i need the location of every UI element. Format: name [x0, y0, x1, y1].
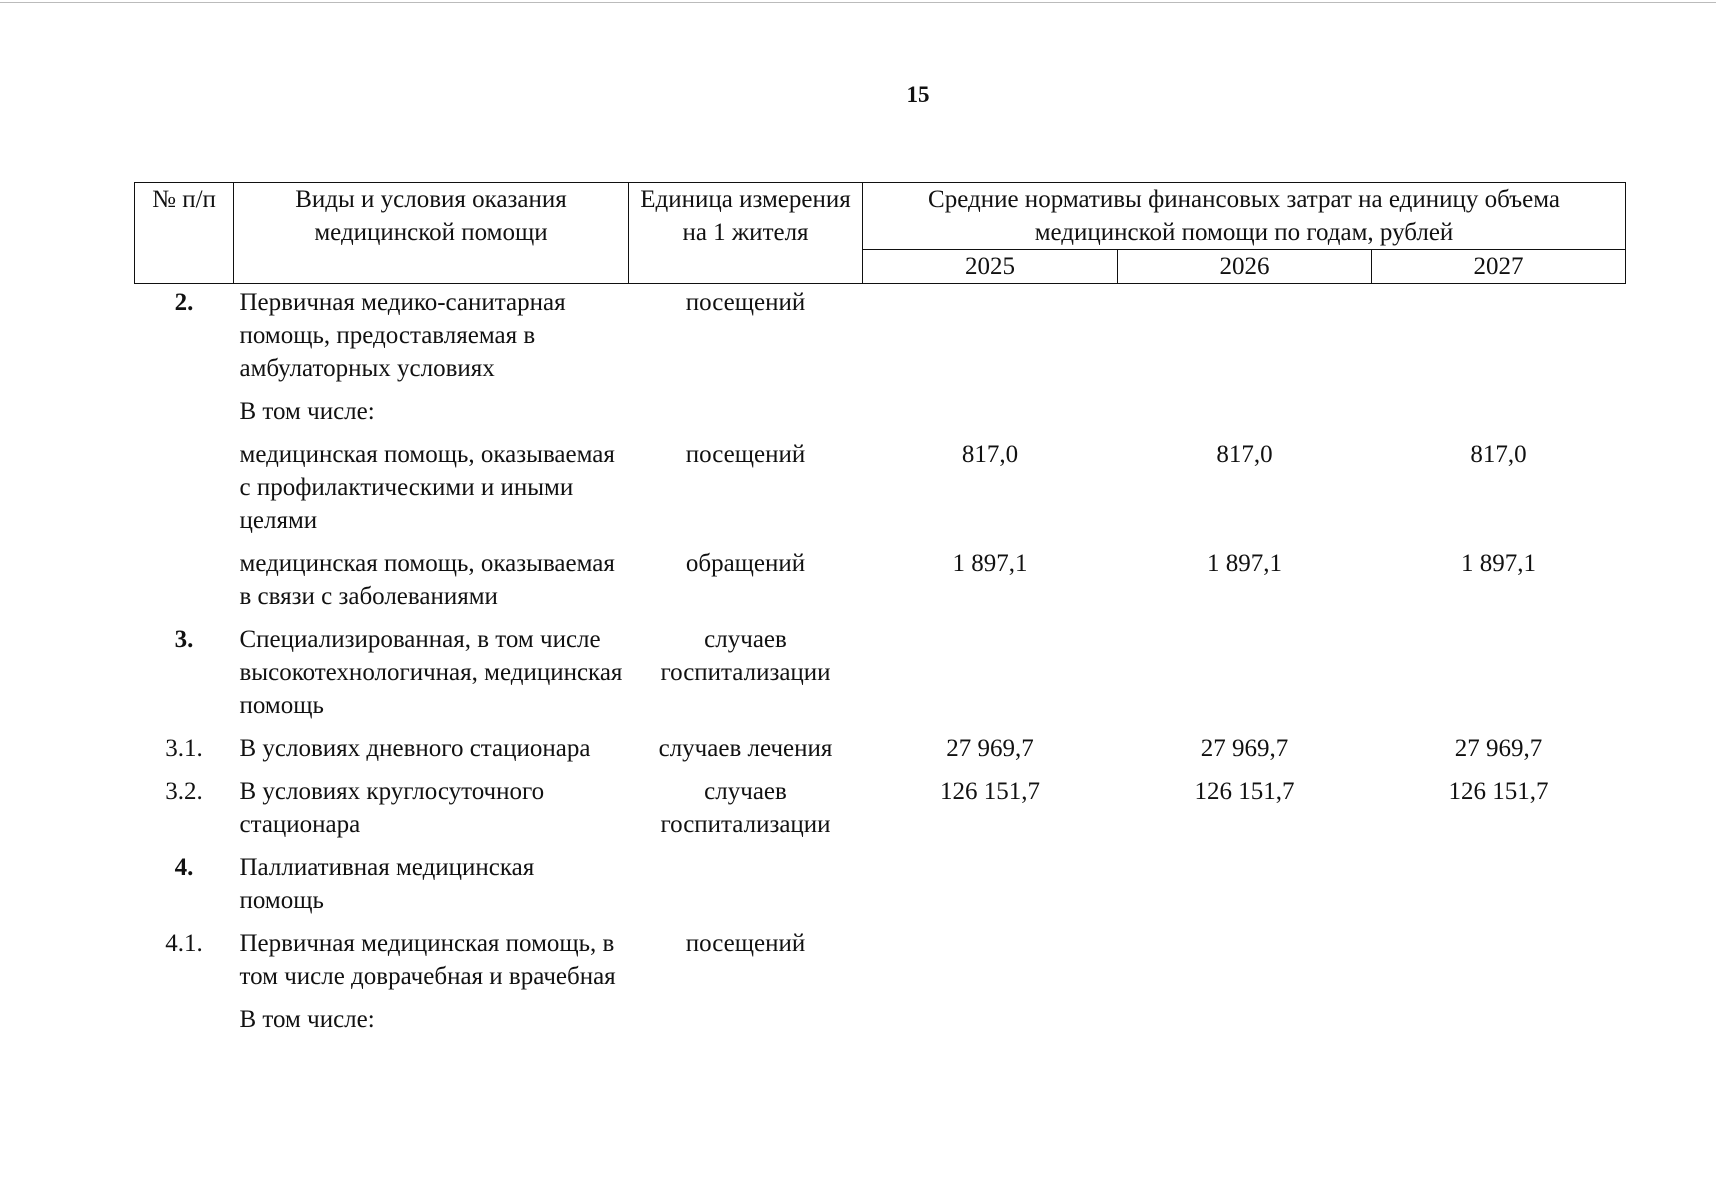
table-row: [135, 395, 1626, 438]
row-value-2027: [1372, 851, 1626, 927]
row-value-2026: 817,0: [1216, 441, 1273, 468]
row-value-2026: [1118, 1003, 1372, 1046]
row-value-2025: [863, 851, 1118, 927]
row-value-2027: [1372, 1003, 1626, 1046]
row-value-2026: [1118, 623, 1372, 732]
row-number: 4.: [174, 854, 194, 881]
row-number: 3.: [174, 626, 194, 653]
row-unit: случаев лечения: [658, 735, 833, 762]
row-value-2027: 817,0: [1470, 441, 1527, 468]
row-value-2027: [1372, 284, 1626, 396]
table-row: [135, 775, 1626, 851]
table-row: [135, 438, 1626, 547]
row-description: В том числе:: [239, 398, 375, 425]
row-value-2026: [1118, 284, 1372, 396]
table-body: [135, 284, 1626, 1047]
row-value-2025: 817,0: [961, 441, 1019, 468]
row-number: 2.: [174, 289, 194, 316]
table-row: [135, 851, 1626, 927]
row-number: [135, 438, 234, 547]
row-description: Первичная медицинская помощь, в том числе доврачебная и врачебная: [239, 930, 616, 990]
row-value-2025: [863, 927, 1118, 1003]
row-value-2027: 27 969,7: [1454, 735, 1543, 762]
table-row: [135, 284, 1626, 396]
row-value-2026: [1118, 851, 1372, 927]
row-value-2026: 126 151,7: [1194, 778, 1295, 805]
row-number: [135, 547, 234, 623]
header-number: № п/п: [135, 183, 234, 284]
row-value-2025: [863, 1003, 1118, 1046]
row-number: 3.1.: [165, 735, 203, 762]
row-description: В условиях круглосуточного стационара: [239, 778, 545, 838]
table-row: [135, 927, 1626, 1003]
row-description: Паллиативная медицинская помощь: [239, 854, 535, 914]
financial-norms-table: [134, 182, 1626, 1046]
page-number: 15: [906, 82, 930, 107]
row-unit: случаев госпитализации: [660, 626, 831, 686]
row-value-2027: [1372, 623, 1626, 732]
header-year-2025: 2025: [863, 250, 1118, 284]
row-value-2025: 1 897,1: [952, 550, 1028, 577]
row-value-2025: 126 151,7: [940, 778, 1040, 805]
row-unit: посещений: [685, 930, 806, 957]
row-description: медицинская помощь, оказываемая в связи с заболеваниями: [239, 550, 615, 610]
top-scan-rule: [0, 2, 1716, 3]
row-unit: посещений: [685, 441, 806, 468]
row-value-2026: 27 969,7: [1200, 735, 1289, 762]
row-unit: [629, 395, 863, 438]
row-value-2027: 1 897,1: [1461, 550, 1536, 577]
row-value-2026: [1118, 927, 1372, 1003]
header-norms-group: Средние нормативы финансовых затрат на единицу объема медицинской помощи по годам, рублей: [863, 183, 1626, 250]
row-value-2027: [1372, 927, 1626, 1003]
row-number: [135, 1003, 234, 1046]
row-number: 3.2.: [165, 778, 203, 805]
row-unit: [629, 851, 863, 927]
row-value-2025: [863, 395, 1118, 438]
row-value-2025: [863, 284, 1118, 396]
row-description: Первичная медико-санитарная помощь, предоставляемая в амбулаторных условиях: [239, 289, 566, 382]
row-value-2025: 27 969,7: [946, 735, 1034, 762]
table-row: [135, 547, 1626, 623]
row-description: медицинская помощь, оказываемая с профилактическими и иными целями: [239, 441, 615, 534]
row-description: Специализированная, в том числе высокотехнологичная, медицинская помощь: [239, 626, 623, 719]
row-number: [135, 395, 234, 438]
row-unit: обращений: [685, 550, 806, 577]
header-year-2026: 2026: [1118, 250, 1372, 284]
row-number: 4.1.: [165, 930, 203, 957]
header-year-2027: 2027: [1372, 250, 1626, 284]
row-value-2026: 1 897,1: [1207, 550, 1282, 577]
header-unit: Единица измерения на 1 жителя: [629, 183, 863, 284]
row-value-2026: [1118, 395, 1372, 438]
table-header: [135, 183, 1626, 284]
row-unit: посещений: [685, 289, 806, 316]
row-unit: случаев госпитализации: [660, 778, 831, 838]
header-care-type: Виды и условия оказания медицинской помощи: [234, 183, 629, 284]
row-value-2027: [1372, 395, 1626, 438]
table-row: [135, 623, 1626, 732]
row-description: В том числе:: [239, 1006, 375, 1033]
row-unit: [629, 1003, 863, 1046]
table-row: [135, 732, 1626, 775]
table-row: [135, 1003, 1626, 1046]
row-value-2025: [863, 623, 1118, 732]
row-value-2027: 126 151,7: [1448, 778, 1549, 805]
row-description: В условиях дневного стационара: [239, 735, 591, 762]
